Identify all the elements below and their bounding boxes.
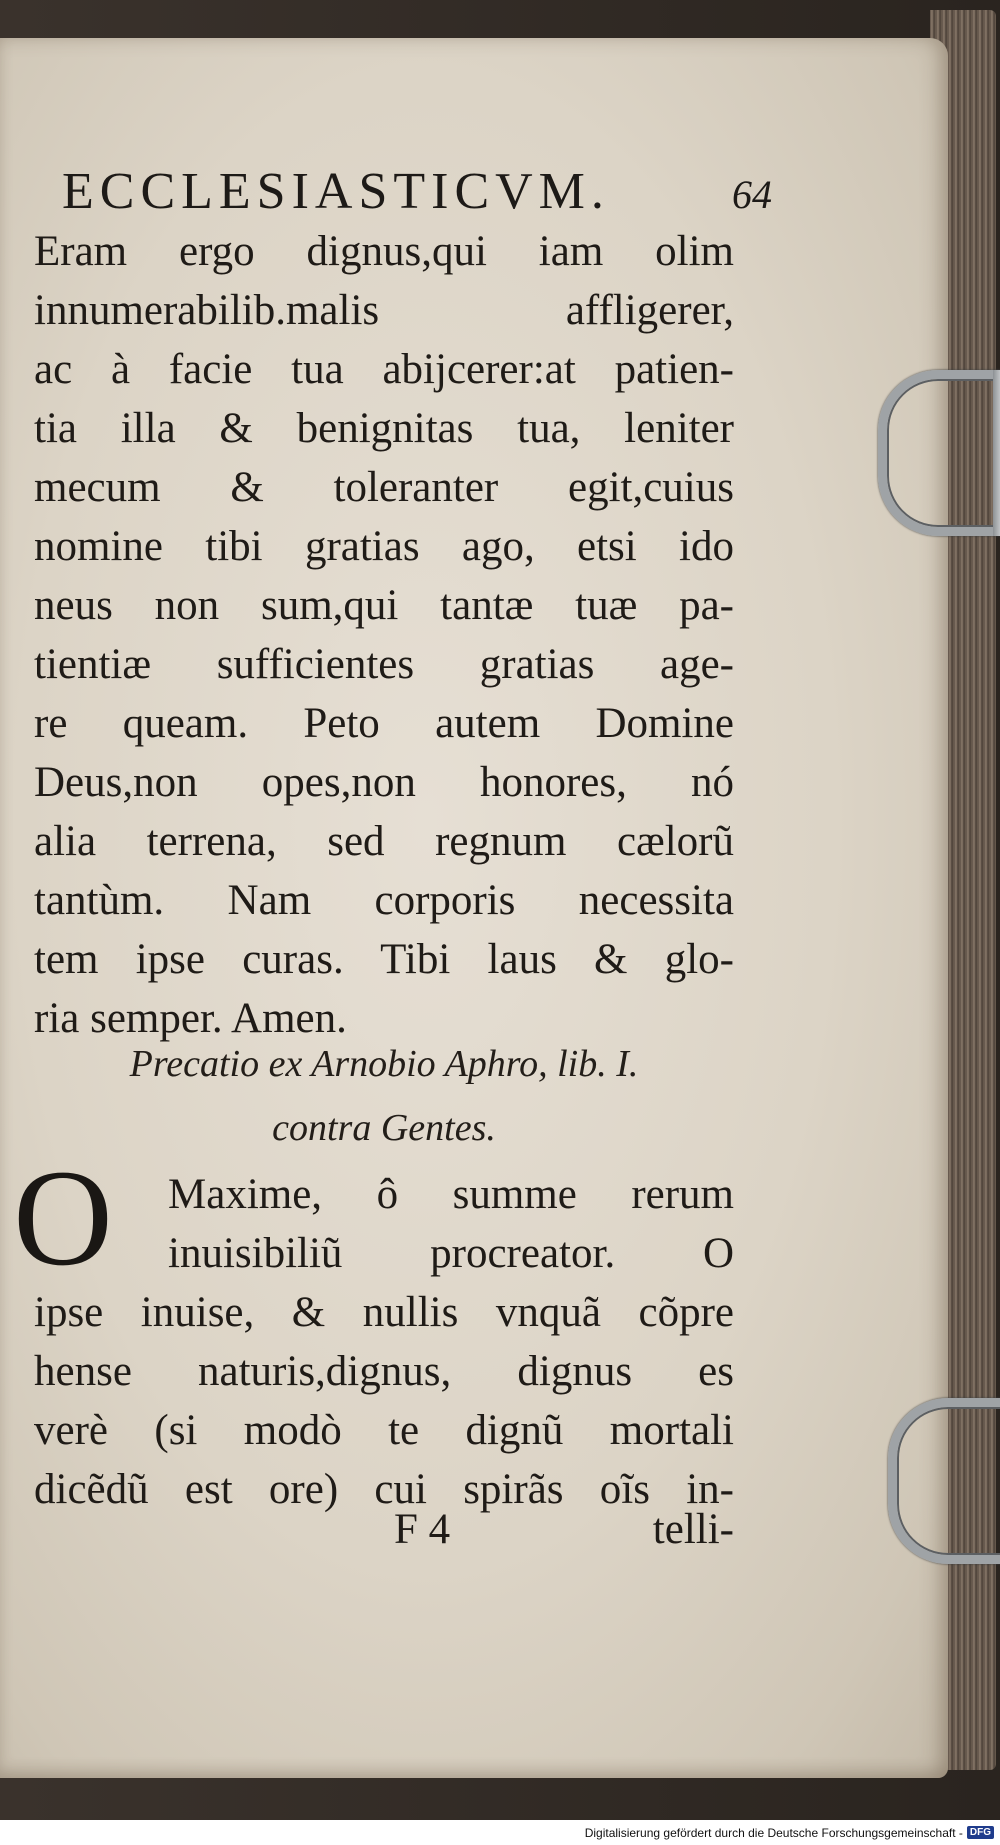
text-line: ria semper. Amen. bbox=[34, 995, 347, 1042]
running-head-title: ECCLESIASTICVM. bbox=[62, 163, 610, 220]
section-subheading: contra Gentes. bbox=[272, 1107, 496, 1149]
text-line: nomine tibi gratias ago, etsi ido bbox=[34, 523, 734, 570]
text-line: alia terrena, sed regnum cælorũ bbox=[34, 818, 734, 865]
text-line: innumerabilib.malis affligerer, bbox=[34, 287, 734, 334]
section-heading: Precatio ex Arnobio Aphro, lib. I. bbox=[129, 1043, 639, 1085]
text-line: ac à facie tua abijcerer:at patien- bbox=[34, 346, 734, 393]
text-line: tem ipse curas. Tibi laus & glo- bbox=[34, 936, 734, 983]
page-number: 64 bbox=[732, 172, 772, 217]
prayer-text bbox=[34, 1165, 734, 1519]
text-line: tantùm. Nam corporis necessita bbox=[34, 877, 734, 924]
running-head bbox=[62, 162, 772, 221]
page-footer bbox=[34, 1505, 734, 1565]
text-line: ipse inuise, & nullis vnquã cõpre bbox=[34, 1289, 734, 1336]
text-line: Maxime, ô summe rerum bbox=[168, 1171, 734, 1218]
signature-mark: F 4 bbox=[394, 1506, 451, 1553]
text-line: dicẽdũ est ore) cui spirãs oĩs in- bbox=[34, 1466, 734, 1513]
drop-initial: O bbox=[13, 1141, 113, 1294]
body-text bbox=[34, 222, 734, 1048]
text-line: Eram ergo dignus,qui iam olim bbox=[34, 228, 734, 275]
page-clip-bottom bbox=[888, 1398, 1000, 1564]
catchword: telli- bbox=[652, 1506, 734, 1553]
dfg-logo: DFG bbox=[967, 1826, 994, 1839]
text-line: tia illa & benignitas tua, leniter bbox=[34, 405, 734, 452]
credit-text: Digitalisierung gefördert durch die Deutsche Forschungsgemeinschaft - bbox=[584, 1825, 963, 1840]
text-line: verè (si modò te dignũ mortali bbox=[34, 1407, 734, 1454]
text-line: hense naturis,dignus, dignus es bbox=[34, 1348, 734, 1395]
credit-bar bbox=[0, 1820, 1000, 1845]
text-line: inuisibiliũ procreator. O bbox=[168, 1230, 734, 1277]
text-line: mecum & toleranter egit,cuius bbox=[34, 464, 734, 511]
text-line: neus non sum,qui tantæ tuæ pa- bbox=[34, 582, 734, 629]
text-line: tientiæ sufficientes gratias age- bbox=[34, 641, 734, 688]
text-line: re queam. Peto autem Domine bbox=[34, 700, 734, 747]
text-line: Deus,non opes,non honores, nó bbox=[34, 759, 734, 806]
clip-bar bbox=[993, 370, 1000, 536]
page-clip-top bbox=[878, 370, 1000, 536]
